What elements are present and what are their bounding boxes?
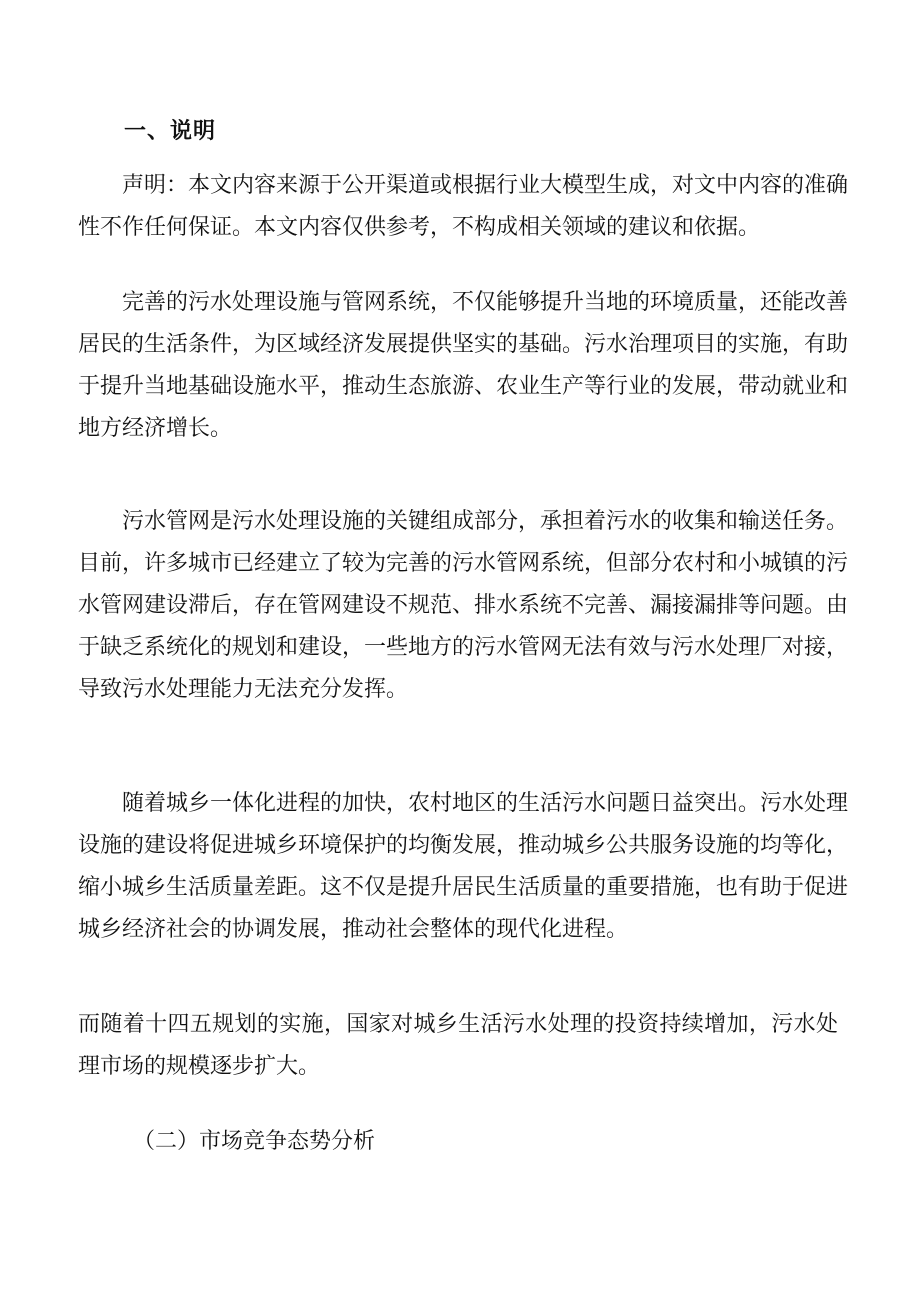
body-paragraph: 完善的污水处理设施与管网系统，不仅能够提升当地的环境质量，还能改善居民的生活条件，为区域经济发展提供坚实的基础。污水治理项目的实施，有助于提升当地基础设施水平，推动生态旅游、农业生产等行业的发展，带动就业和地方经济增长。 <box>78 290 849 441</box>
section-heading: 一、说明 <box>124 118 217 144</box>
body-paragraph: 而随着十四五规划的实施，国家对城乡生活污水处理的投资持续增加，污水处理市场的规模逐步扩大。 <box>78 1012 838 1079</box>
body-paragraph: 随着城乡一体化进程的加快，农村地区的生活污水问题日益突出。污水处理设施的建设将促进城乡环境保护的均衡发展，推动城乡公共服务设施的均等化，缩小城乡生活质量差距。这不仅是提升居民生活质量的重要措施，也有助于促进城乡经济社会的协调发展，推动社会整体的现代化进程。 <box>78 791 849 942</box>
body-paragraph: 污水管网是污水处理设施的关键组成部分，承担着污水的收集和输送任务。目前，许多城市已经建立了较为完善的污水管网系统，但部分农村和小城镇的污水管网建设滞后，存在管网建设不规范、排水系统不完善、漏接漏排等问题。由于缺乏系统化的规划和建设，一些地方的污水管网无法有效与污水处理厂对接，导致污水处理能力无法充分发挥。 <box>78 509 849 702</box>
disclaimer-paragraph: 声明：本文内容来源于公开渠道或根据行业大模型生成，对文中内容的准确性不作任何保证。本文内容仅供参考，不构成相关领域的建议和依据。 <box>78 173 849 240</box>
subsection-heading: （二）市场竞争态势分析 <box>133 1129 376 1154</box>
